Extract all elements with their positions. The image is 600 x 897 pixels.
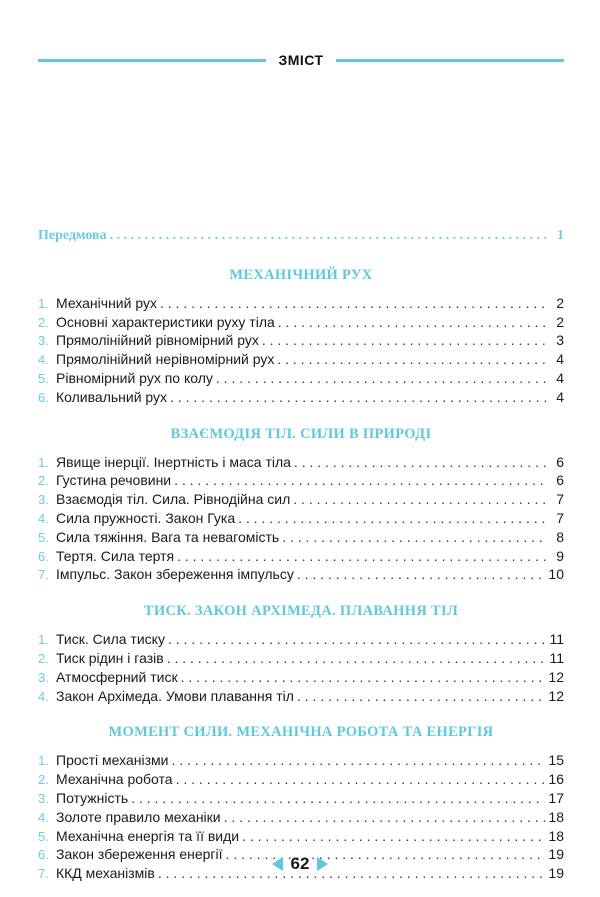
toc-entry-number: 1.: [38, 632, 49, 648]
toc-entry-label: Основні характеристики руху тіла: [56, 313, 275, 330]
toc-entry-number: 3.: [38, 333, 49, 349]
dot-leader: [262, 332, 547, 348]
toc-entry[interactable]: [38, 295, 564, 314]
toc-entry[interactable]: [38, 529, 564, 548]
toc-entry-label: Механічний рух: [56, 294, 157, 311]
toc-entry-page: 15: [548, 752, 564, 769]
section-title: ВЗАЄМОДІЯ ТІЛ. СИЛИ В ПРИРОДІ: [170, 425, 432, 442]
toc-entry-label: Потужність: [56, 789, 129, 806]
toc-entry-label: Тиск. Сила тиску: [56, 631, 165, 648]
dot-leader: [294, 454, 547, 470]
toc-entry-page: 4: [556, 369, 564, 386]
toc-entry-label: Коливальний рух: [56, 388, 168, 405]
toc-entry-number: 4.: [38, 510, 49, 526]
toc-entry-label: Прямолінійний нерівномірний рух: [56, 351, 275, 368]
toc-entry-number: 2.: [38, 772, 49, 788]
toc-header: [38, 52, 564, 68]
toc-entry-number: 6.: [38, 548, 49, 564]
toc-entry-label: Сила пружності. Закон Гука: [56, 509, 236, 526]
toc-entry[interactable]: [38, 790, 564, 809]
dot-leader: [110, 228, 547, 244]
triangle-left-icon: [272, 857, 283, 871]
toc-entry-label: Закон збереження енергії: [56, 846, 223, 863]
header-rule-left: [38, 59, 266, 62]
toc-entry-page: 1: [557, 228, 564, 243]
toc-entry-page: 2: [556, 294, 564, 311]
toc-entry-page: 18: [548, 827, 564, 844]
toc-sections: [38, 267, 564, 884]
toc-entry[interactable]: [38, 351, 564, 370]
toc-entry-page: 3: [556, 332, 564, 349]
toc-entry-number: 7.: [38, 866, 49, 882]
dot-leader: [278, 314, 547, 330]
toc-entry-page: 17: [548, 789, 564, 806]
toc-entry-number: 2.: [38, 314, 49, 330]
toc-entry[interactable]: [38, 828, 564, 847]
toc-entry-page: 12: [548, 687, 564, 704]
dot-leader: [167, 650, 547, 666]
dot-leader: [168, 631, 547, 647]
toc-entry-label: Прості механізми: [56, 752, 169, 769]
toc-entry[interactable]: [38, 752, 564, 771]
toc-entry-page: 6: [556, 453, 564, 470]
toc-entry-label: Передмова: [38, 228, 107, 243]
toc-entry-label: Прямолінійний рівномірний рух: [56, 332, 259, 349]
toc-entry-page: 12: [548, 668, 564, 685]
toc-entry-number: 6.: [38, 847, 49, 863]
toc-entry[interactable]: [38, 389, 564, 408]
dot-leader: [224, 809, 546, 825]
toc-entry-page: 4: [556, 388, 564, 405]
toc-entry-number: 1.: [38, 295, 49, 311]
toc-entry[interactable]: [38, 688, 564, 707]
toc-entry-label: Взаємодія тіл. Сила. Рівнодійна сил: [56, 491, 291, 508]
dot-leader: [174, 472, 547, 488]
toc-title: ЗМІСТ: [278, 52, 324, 68]
dot-leader: [177, 548, 547, 564]
dot-leader: [216, 370, 547, 386]
toc-entry-page: 9: [556, 547, 564, 564]
dot-leader: [297, 566, 546, 582]
toc-entry-number: 4.: [38, 352, 49, 368]
toc-entry-page: 7: [556, 509, 564, 526]
dot-leader: [282, 529, 547, 545]
toc-entry-label: Атмосферний тиск: [56, 668, 178, 685]
toc-entry[interactable]: [38, 669, 564, 688]
toc-entry-label: Золоте правило механіки: [56, 808, 221, 825]
toc-entry-number: 5.: [38, 828, 49, 844]
toc-entry-page: 16: [548, 771, 564, 788]
toc-entry-page: 18: [548, 808, 564, 825]
toc-entry-number: 2.: [38, 473, 49, 489]
toc-entry-label: Густина речовини: [56, 472, 172, 489]
toc-entry[interactable]: [38, 370, 564, 389]
toc-entry-number: 4.: [38, 809, 49, 825]
toc-entry-number: 5.: [38, 529, 49, 545]
toc-entry[interactable]: [38, 332, 564, 351]
dot-leader: [176, 771, 546, 787]
toc-entry-label: ККД механізмів: [56, 865, 155, 882]
section-title: МОМЕНТ СИЛИ. МЕХАНІЧНА РОБОТА ТА ЕНЕРГІЯ: [108, 724, 494, 741]
toc-entry-label: Імпульс. Закон збереження імпульсу: [56, 566, 294, 583]
toc-entry-page: 11: [549, 631, 564, 648]
dot-leader: [172, 752, 546, 768]
toc-entry-page: 6: [556, 472, 564, 489]
header-rule-right: [336, 59, 564, 62]
dot-leader: [238, 510, 547, 526]
section-title: МЕХАНІЧНИЙ РУХ: [229, 266, 373, 283]
toc-entry[interactable]: [38, 771, 564, 790]
toc-entry-number: 6.: [38, 389, 49, 405]
toc-entry[interactable]: [38, 491, 564, 510]
toc-entry-number: 4.: [38, 688, 49, 704]
toc-entry-number: 3.: [38, 492, 49, 508]
page-number: 62: [290, 854, 310, 873]
toc-entry-number: 1.: [38, 454, 49, 470]
toc-entry-label: Тертя. Сила тертя: [56, 547, 175, 564]
toc-entry[interactable]: [38, 631, 564, 650]
toc-entry[interactable]: [38, 809, 564, 828]
toc-entry-label: Механічна енергія та її види: [56, 827, 240, 844]
toc-entry-number: 5.: [38, 370, 49, 386]
toc-entry-page: 8: [556, 528, 564, 545]
toc-entry-label: Явище інерції. Інертність і маса тіла: [56, 453, 291, 470]
dot-leader: [160, 295, 547, 311]
toc-entry[interactable]: [38, 472, 564, 491]
toc-entry[interactable]: [38, 548, 564, 567]
table-of-contents: [38, 228, 564, 884]
triangle-right-icon: [317, 857, 328, 871]
page-footer: [0, 854, 600, 874]
toc-entry[interactable]: [38, 510, 564, 529]
toc-entry-label: Рівномірний рух по колу: [56, 369, 213, 386]
toc-entry-page: 2: [556, 313, 564, 330]
toc-entry-number: 3.: [38, 790, 49, 806]
dot-leader: [242, 828, 545, 844]
dot-leader: [277, 351, 547, 367]
toc-entry[interactable]: [38, 314, 564, 333]
dot-leader: [131, 790, 545, 806]
toc-entry-page: 7: [556, 491, 564, 508]
dot-leader: [170, 389, 547, 405]
toc-entry-label: Механічна робота: [56, 771, 173, 788]
toc-entry-number: 1.: [38, 753, 49, 769]
toc-entry-label: Закон Архімеда. Умови плавання тіл: [56, 687, 294, 704]
toc-entry-intro[interactable]: [38, 228, 564, 247]
toc-entry[interactable]: [38, 650, 564, 669]
toc-entry-label: Сила тяжіння. Вага та невагомість: [56, 528, 280, 545]
toc-entry-page: 10: [548, 566, 564, 583]
toc-entry-number: 3.: [38, 669, 49, 685]
toc-entry[interactable]: [38, 454, 564, 473]
toc-entry[interactable]: [38, 566, 564, 585]
dot-leader: [293, 491, 547, 507]
section-title: ТИСК. ЗАКОН АРХІМЕДА. ПЛАВАННЯ ТІЛ: [143, 603, 459, 620]
toc-entry-label: Тиск рідин і газів: [56, 649, 164, 666]
toc-entry-page: 19: [548, 865, 564, 882]
toc-entry-page: 11: [549, 649, 564, 666]
toc-entry-number: 7.: [38, 567, 49, 583]
dot-leader: [181, 669, 546, 685]
toc-entry-page: 19: [548, 846, 564, 863]
toc-entry-page: 4: [556, 351, 564, 368]
toc-entry-number: 2.: [38, 650, 49, 666]
dot-leader: [297, 688, 546, 704]
